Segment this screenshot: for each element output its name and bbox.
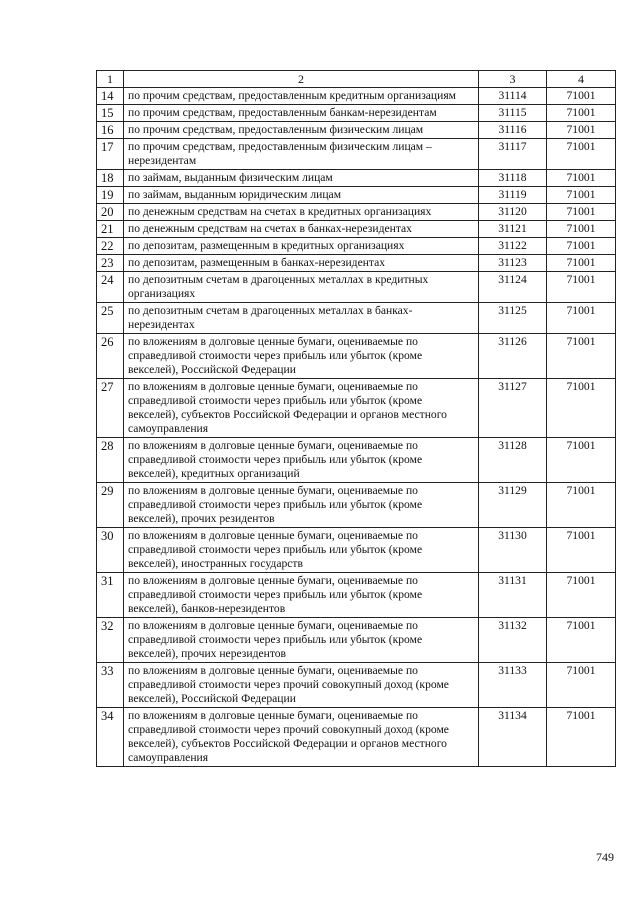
row-ref-code-cell: 71001 bbox=[547, 221, 616, 238]
row-description-cell: по прочим средствам, предоставленным физическим лицам bbox=[124, 122, 479, 139]
row-description-cell: по вложениям в долговые ценные бумаги, оцениваемые по справедливой стоимости через прибыль или убыток (кроме векселей), банков-нерезидентов bbox=[124, 573, 479, 618]
row-number-cell: 18 bbox=[97, 170, 124, 187]
row-code-cell: 31128 bbox=[479, 438, 547, 483]
row-ref-code-cell: 71001 bbox=[547, 708, 616, 767]
row-description-cell: по денежным средствам на счетах в банках-нерезидентах bbox=[124, 221, 479, 238]
row-description-cell: по денежным средствам на счетах в кредитных организациях bbox=[124, 204, 479, 221]
row-code-cell: 31114 bbox=[479, 88, 547, 105]
table-row bbox=[97, 272, 616, 303]
row-number-cell: 25 bbox=[97, 303, 124, 334]
row-code-cell: 31122 bbox=[479, 238, 547, 255]
table-row bbox=[97, 438, 616, 483]
row-description-cell: по займам, выданным юридическим лицам bbox=[124, 187, 479, 204]
table-row bbox=[97, 170, 616, 187]
row-number-cell: 30 bbox=[97, 528, 124, 573]
row-description-cell: по прочим средствам, предоставленным банкам-нерезидентам bbox=[124, 105, 479, 122]
row-number-cell: 33 bbox=[97, 663, 124, 708]
table-row bbox=[97, 618, 616, 663]
header-cell-4: 4 bbox=[547, 71, 616, 88]
row-description-cell: по вложениям в долговые ценные бумаги, оцениваемые по справедливой стоимости через прибыль или убыток (кроме векселей), субъектов Российской Федерации и органов местного самоуправления bbox=[124, 379, 479, 438]
table-row bbox=[97, 221, 616, 238]
table-row bbox=[97, 139, 616, 170]
row-number-cell: 15 bbox=[97, 105, 124, 122]
row-ref-code-cell: 71001 bbox=[547, 483, 616, 528]
row-code-cell: 31117 bbox=[479, 139, 547, 170]
row-number-cell: 21 bbox=[97, 221, 124, 238]
row-number-cell: 17 bbox=[97, 139, 124, 170]
row-number-cell: 19 bbox=[97, 187, 124, 204]
row-description-cell: по вложениям в долговые ценные бумаги, оцениваемые по справедливой стоимости через прочий совокупный доход (кроме векселей), Российской Федерации bbox=[124, 663, 479, 708]
table-row bbox=[97, 105, 616, 122]
row-code-cell: 31134 bbox=[479, 708, 547, 767]
row-code-cell: 31130 bbox=[479, 528, 547, 573]
row-code-cell: 31126 bbox=[479, 334, 547, 379]
table-header-row bbox=[97, 71, 616, 88]
row-number-cell: 27 bbox=[97, 379, 124, 438]
row-description-cell: по займам, выданным физическим лицам bbox=[124, 170, 479, 187]
row-code-cell: 31132 bbox=[479, 618, 547, 663]
table-row bbox=[97, 483, 616, 528]
row-ref-code-cell: 71001 bbox=[547, 334, 616, 379]
table-row bbox=[97, 379, 616, 438]
header-cell-3: 3 bbox=[479, 71, 547, 88]
row-code-cell: 31127 bbox=[479, 379, 547, 438]
row-description-cell: по вложениям в долговые ценные бумаги, оцениваемые по справедливой стоимости через прибыль или убыток (кроме векселей), кредитных организаций bbox=[124, 438, 479, 483]
row-ref-code-cell: 71001 bbox=[547, 122, 616, 139]
row-ref-code-cell: 71001 bbox=[547, 438, 616, 483]
row-ref-code-cell: 71001 bbox=[547, 105, 616, 122]
row-number-cell: 24 bbox=[97, 272, 124, 303]
row-ref-code-cell: 71001 bbox=[547, 272, 616, 303]
row-number-cell: 22 bbox=[97, 238, 124, 255]
table-body bbox=[97, 71, 616, 767]
row-code-cell: 31124 bbox=[479, 272, 547, 303]
row-description-cell: по вложениям в долговые ценные бумаги, оцениваемые по справедливой стоимости через прочий совокупный доход (кроме векселей), субъектов Российской Федерации и органов местного самоуправления bbox=[124, 708, 479, 767]
row-ref-code-cell: 71001 bbox=[547, 170, 616, 187]
row-code-cell: 31123 bbox=[479, 255, 547, 272]
table-row bbox=[97, 334, 616, 379]
row-ref-code-cell: 71001 bbox=[547, 139, 616, 170]
row-ref-code-cell: 71001 bbox=[547, 528, 616, 573]
row-ref-code-cell: 71001 bbox=[547, 303, 616, 334]
table-row bbox=[97, 255, 616, 272]
row-description-cell: по депозитным счетам в драгоценных металлах в банках-нерезидентах bbox=[124, 303, 479, 334]
row-code-cell: 31121 bbox=[479, 221, 547, 238]
row-code-cell: 31133 bbox=[479, 663, 547, 708]
row-number-cell: 23 bbox=[97, 255, 124, 272]
row-number-cell: 28 bbox=[97, 438, 124, 483]
table-row bbox=[97, 88, 616, 105]
row-description-cell: по вложениям в долговые ценные бумаги, оцениваемые по справедливой стоимости через прибыль или убыток (кроме векселей), иностранных государств bbox=[124, 528, 479, 573]
row-code-cell: 31119 bbox=[479, 187, 547, 204]
row-ref-code-cell: 71001 bbox=[547, 187, 616, 204]
row-description-cell: по прочим средствам, предоставленным физическим лицам – нерезидентам bbox=[124, 139, 479, 170]
row-ref-code-cell: 71001 bbox=[547, 618, 616, 663]
table-row bbox=[97, 238, 616, 255]
table-row bbox=[97, 528, 616, 573]
row-code-cell: 31116 bbox=[479, 122, 547, 139]
row-code-cell: 31129 bbox=[479, 483, 547, 528]
row-code-cell: 31125 bbox=[479, 303, 547, 334]
row-description-cell: по депозитам, размещенным в кредитных организациях bbox=[124, 238, 479, 255]
row-number-cell: 26 bbox=[97, 334, 124, 379]
row-number-cell: 14 bbox=[97, 88, 124, 105]
header-cell-1: 1 bbox=[97, 71, 124, 88]
row-description-cell: по вложениям в долговые ценные бумаги, оцениваемые по справедливой стоимости через прибыль или убыток (кроме векселей), Российской Федерации bbox=[124, 334, 479, 379]
row-code-cell: 31115 bbox=[479, 105, 547, 122]
page-number: 749 bbox=[596, 850, 614, 864]
table-row bbox=[97, 303, 616, 334]
row-ref-code-cell: 71001 bbox=[547, 204, 616, 221]
row-number-cell: 31 bbox=[97, 573, 124, 618]
row-ref-code-cell: 71001 bbox=[547, 379, 616, 438]
row-number-cell: 20 bbox=[97, 204, 124, 221]
table-row bbox=[97, 204, 616, 221]
row-ref-code-cell: 71001 bbox=[547, 255, 616, 272]
table-row bbox=[97, 573, 616, 618]
header-cell-2: 2 bbox=[124, 71, 479, 88]
table-row bbox=[97, 663, 616, 708]
table-row bbox=[97, 708, 616, 767]
table-row bbox=[97, 122, 616, 139]
accounts-table bbox=[96, 70, 616, 767]
row-number-cell: 16 bbox=[97, 122, 124, 139]
row-description-cell: по вложениям в долговые ценные бумаги, оцениваемые по справедливой стоимости через прибыль или убыток (кроме векселей), прочих нерезидентов bbox=[124, 618, 479, 663]
row-code-cell: 31120 bbox=[479, 204, 547, 221]
row-number-cell: 32 bbox=[97, 618, 124, 663]
row-description-cell: по депозитным счетам в драгоценных металлах в кредитных организациях bbox=[124, 272, 479, 303]
row-code-cell: 31118 bbox=[479, 170, 547, 187]
row-number-cell: 29 bbox=[97, 483, 124, 528]
row-code-cell: 31131 bbox=[479, 573, 547, 618]
row-description-cell: по депозитам, размещенным в банках-нерезидентах bbox=[124, 255, 479, 272]
row-ref-code-cell: 71001 bbox=[547, 88, 616, 105]
table-row bbox=[97, 187, 616, 204]
row-description-cell: по прочим средствам, предоставленным кредитным организациям bbox=[124, 88, 479, 105]
row-ref-code-cell: 71001 bbox=[547, 573, 616, 618]
row-ref-code-cell: 71001 bbox=[547, 663, 616, 708]
row-ref-code-cell: 71001 bbox=[547, 238, 616, 255]
row-description-cell: по вложениям в долговые ценные бумаги, оцениваемые по справедливой стоимости через прибыль или убыток (кроме векселей), прочих резидентов bbox=[124, 483, 479, 528]
row-number-cell: 34 bbox=[97, 708, 124, 767]
